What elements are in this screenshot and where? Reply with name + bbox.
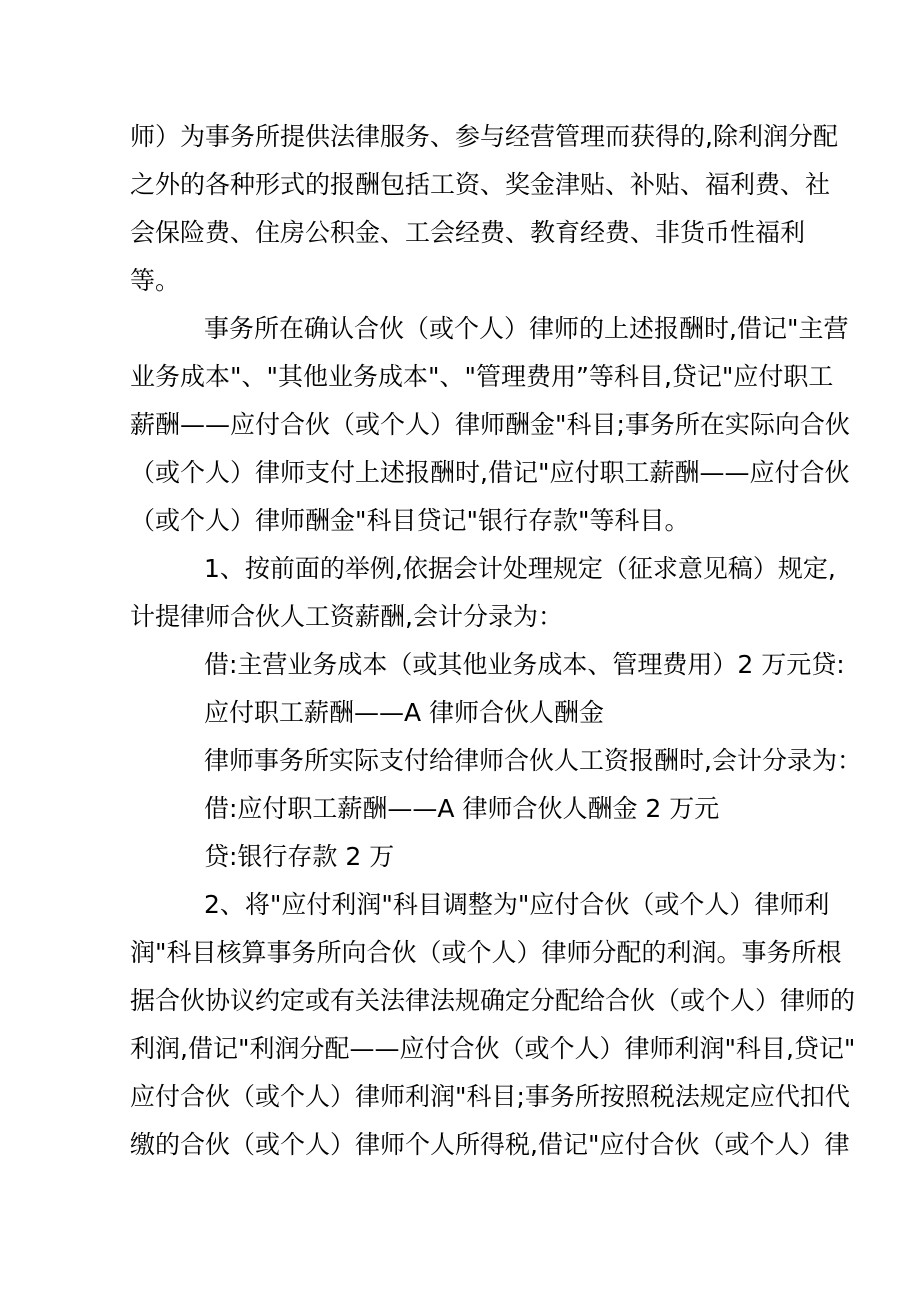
text-line-8: （或个人）律师支付上述报酬时,借记"应付职工薪酬——应付合伙 xyxy=(130,458,850,487)
text-line-21: 应付合伙（或个人）律师利润"科目;事务所按照税法规定应代扣代 xyxy=(130,1082,850,1111)
text-line-7: 薪酬——应付合伙（或个人）律师酬金"科目;事务所在实际向合伙 xyxy=(130,410,850,439)
text-line-4: 等。 xyxy=(130,266,181,295)
text-line-10: 1、按前面的举例,依据会计处理规定（征求意见稿）规定, xyxy=(204,554,836,583)
text-line-17: 2、将"应付利润"科目调整为"应付合伙（或个人）律师利 xyxy=(204,890,830,919)
text-line-19: 据合伙协议约定或有关法律法规确定分配给合伙（或个人）律师的 xyxy=(130,986,856,1015)
text-line-20: 利润,借记"利润分配——应付合伙（或个人）律师利润"科目,贷记" xyxy=(130,1034,856,1063)
text-line-1: 师）为事务所提供法律服务、参与经营管理而获得的,除利润分配 xyxy=(130,122,838,151)
text-line-6: 业务成本"、"其他业务成本"、"管理费用”等科目,贷记"应付职工 xyxy=(130,362,834,391)
text-line-16: 贷:银行存款 2 万 xyxy=(204,842,395,871)
text-line-13: 应付职工薪酬——A 律师合伙人酬金 xyxy=(204,698,605,727)
text-line-5: 事务所在确认合伙（或个人）律师的上述报酬时,借记"主营 xyxy=(204,314,849,343)
text-line-12: 借:主营业务成本（或其他业务成本、管理费用）2 万元贷: xyxy=(204,650,845,679)
text-line-9: （或个人）律师酬金"科目贷记"银行存款"等科目。 xyxy=(130,506,690,535)
text-line-14: 律师事务所实际支付给律师合伙人工资报酬时,会计分录为： xyxy=(204,746,862,775)
text-line-15: 借:应付职工薪酬——A 律师合伙人酬金 2 万元 xyxy=(204,794,720,823)
text-line-22: 缴的合伙（或个人）律师个人所得税,借记"应付合伙（或个人）律 xyxy=(130,1130,850,1159)
text-line-11: 计提律师合伙人工资薪酬,会计分录为： xyxy=(130,602,563,631)
text-line-3: 会保险费、住房公积金、工会经费、教育经费、非货币性福利 xyxy=(130,218,806,247)
text-line-18: 润"科目核算事务所向合伙（或个人）律师分配的利润。事务所根 xyxy=(130,938,842,967)
text-line-2: 之外的各种形式的报酬包括工资、奖金津贴、补贴、福利费、社 xyxy=(130,170,831,199)
